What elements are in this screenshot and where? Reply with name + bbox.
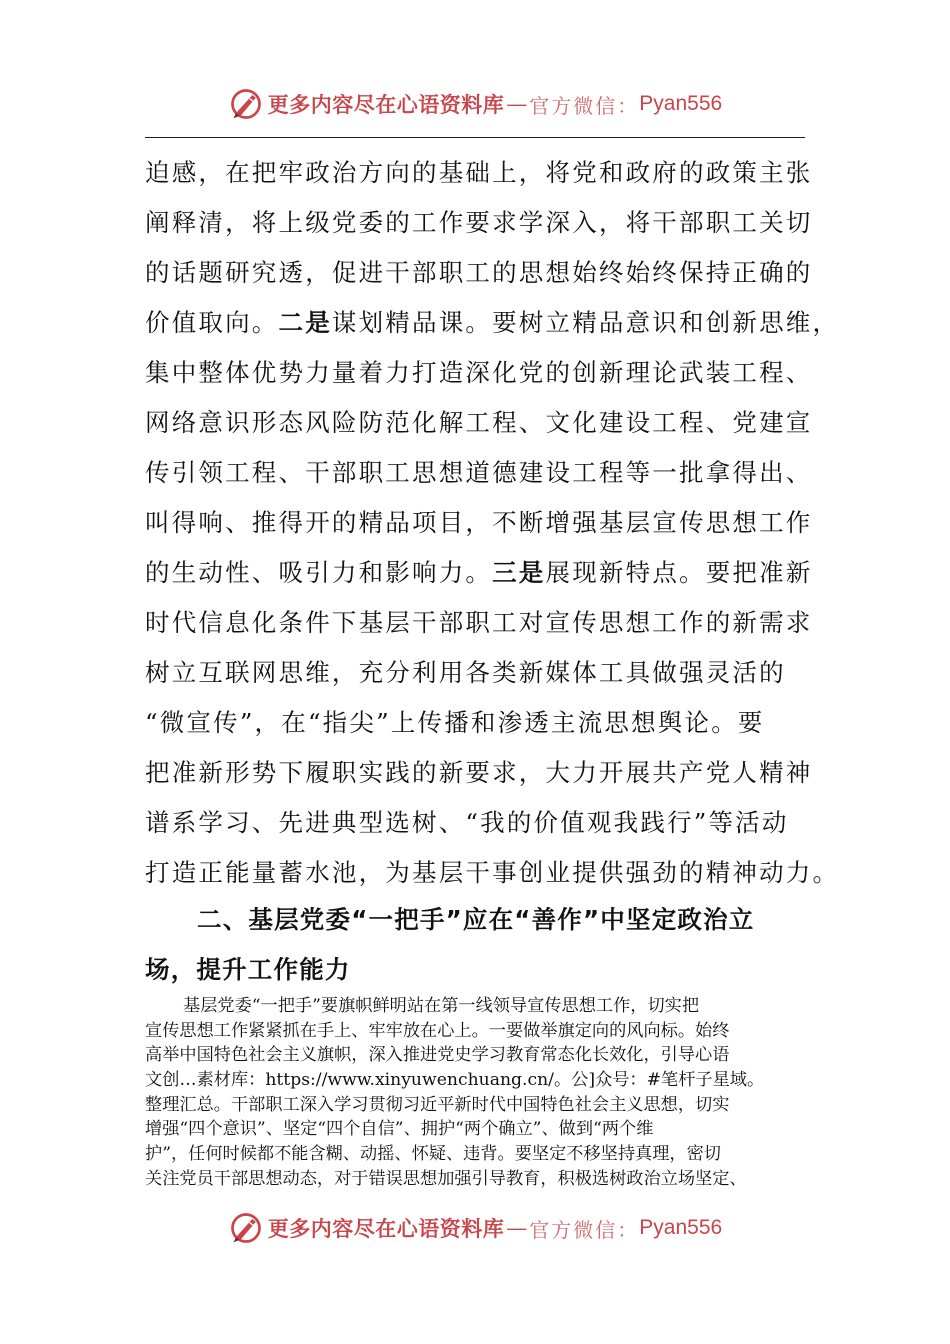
banner-wechat-id: Pyan556 [639,92,723,115]
banner-wechat-label: 官方微信： [529,1217,640,1242]
body-line: 价值取向。二是谋划精品课。要树立精品意识和创新思维， [145,308,840,337]
body-line: 阐释清，将上级党委的工作要求学深入，将干部职工关切 [145,208,813,237]
point-marker: 三是 [492,558,546,587]
small-line: 增强“四个意识”、坚定“四个自信”、拥护“两个确立”、做到“两个维 [145,1119,654,1140]
banner-wechat-id: Pyan556 [639,1216,723,1239]
banner-wechat-label: 官方微信： [529,93,640,118]
body-line: 树立互联网思维，充分利用各类新媒体工具做强灵活的 [145,658,786,687]
banner-brand-text: 更多内容尽在心语资料库 [267,92,505,117]
body-line: 把准新形势下履职实践的新要求，大力开展共产党人精神 [145,758,813,787]
small-line: 基层党委“一把手”要旗帜鲜明站在第一线领导宣传思想工作，切实把 [183,996,700,1016]
small-line: 宣传思想工作紧紧抓在手上、牢牢放在心上。一要做举旗定向的风向标。始终 [145,1020,730,1041]
body-line: 的话题研究透，促进干部职工的思想始终始终保持正确的 [145,258,813,287]
pen-logo-icon [228,1210,264,1246]
small-line: 护”，任何时候都不能含糊、动摇、怀疑、违背。要坚定不移坚持真理，密切 [145,1144,721,1165]
body-line: 集中整体优势力量着力打造深化党的创新理论武装工程、 [145,358,813,387]
body-line: 时代信息化条件下基层干部职工对宣传思想工作的新需求 [145,608,813,637]
pen-logo-icon [228,86,264,122]
banner-brand-text: 更多内容尽在心语资料库 [267,1216,505,1241]
body-paragraph [145,148,840,898]
footer-banner [0,1206,950,1250]
small-line: 关注党员干部思想动态，对于错误思想加强引导教育，积极选树政治立场坚定、 [145,1168,747,1189]
body-line: 谱系学习、先进典型选树、“我的价值观我践行”等活动 [145,808,789,837]
body-line: 的生动性、吸引力和影响力。三是展现新特点。要把准新 [145,558,813,587]
banner-dash: — [506,92,528,116]
body-line: 打造正能量蓄水池，为基层干事创业提供强劲的精神动力。 [145,858,840,887]
header-rule [145,137,805,138]
body-line: 迫感，在把牢政治方向的基础上，将党和政府的政策主张 [145,158,813,187]
body-line: 叫得响、推得开的精品项目，不断增强基层宣传思想工作 [145,508,813,537]
small-paragraph [145,994,805,1192]
body-line: 网络意识形态风险防范化解工程、文化建设工程、党建宣 [145,408,813,437]
section-heading [145,895,805,995]
point-marker: 二是 [278,308,332,337]
body-line: 传引领工程、干部职工思想道德建设工程等一批拿得出、 [145,458,813,487]
small-line: 高举中国特色社会主义旗帜，深入推进党史学习教育常态化长效化，引导心语 [145,1045,730,1066]
small-line: 文创…素材库：https://www.xinyuwenchuang.cn/。公]众号：#笔杆子星域。 [145,1070,765,1091]
banner-dash: — [506,1216,528,1240]
heading-line: 二、基层党委“一把手”应在“善作”中坚定政治立 [197,905,755,934]
body-line: “微宣传”，在“指尖”上传播和渗透主流思想舆论。要 [145,708,765,737]
heading-line: 场，提升工作能力 [145,955,351,984]
header-banner [0,82,950,126]
small-line: 整理汇总。干部职工深入学习贯彻习近平新时代中国特色社会主义思想，切实 [145,1094,730,1115]
